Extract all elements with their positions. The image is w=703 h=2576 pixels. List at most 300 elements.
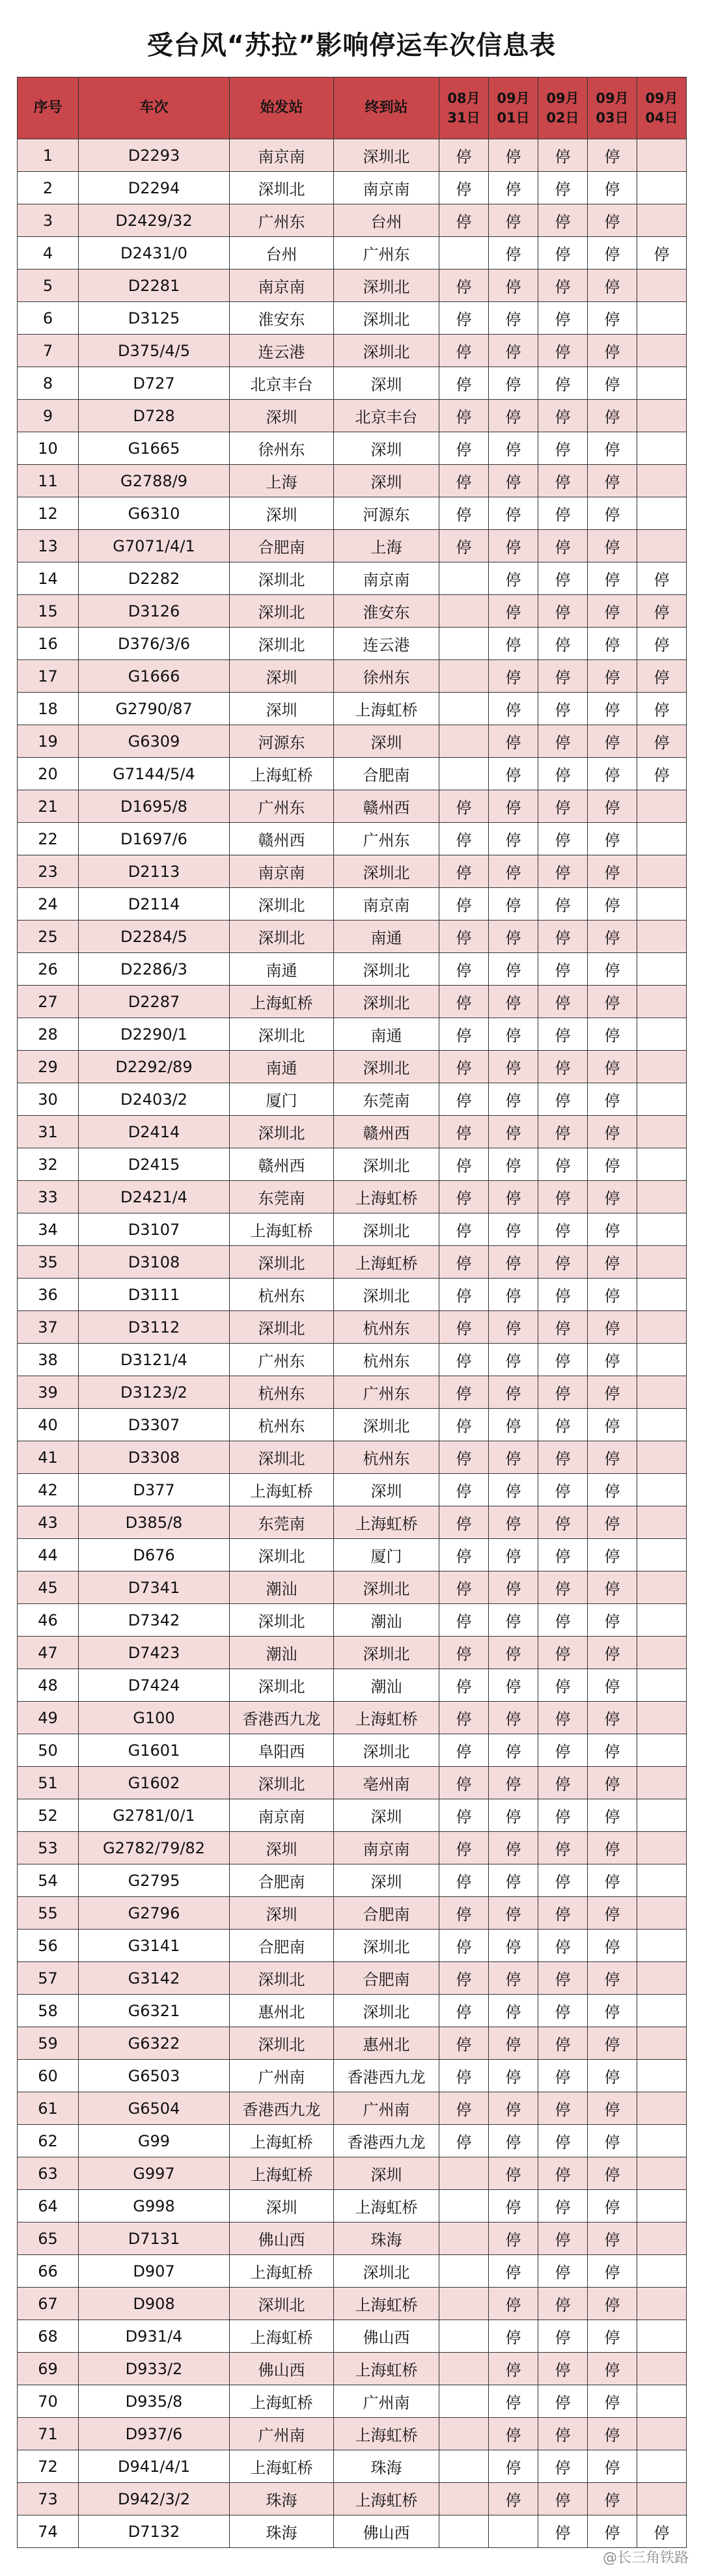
cell-day-1: 停 [489, 530, 538, 562]
cell-day-0 [439, 2450, 489, 2483]
cell-day-1: 停 [489, 2092, 538, 2125]
cell-day-0 [439, 2353, 489, 2385]
cell-day-3: 停 [588, 725, 637, 758]
cell-day-2: 停 [538, 693, 588, 725]
cell-seq: 73 [18, 2483, 79, 2515]
cell-day-0: 停 [439, 1279, 489, 1311]
cell-day-1: 停 [489, 1734, 538, 1767]
cell-from: 上海 [230, 465, 334, 497]
cell-day-1: 停 [489, 2483, 538, 2515]
cell-day-2: 停 [538, 595, 588, 628]
cell-day-3: 停 [588, 497, 637, 530]
cell-day-2: 停 [538, 1702, 588, 1734]
cell-seq: 64 [18, 2190, 79, 2223]
cell-from: 上海虹桥 [230, 2255, 334, 2288]
header-date-4 [637, 77, 687, 139]
cell-day-0: 停 [439, 1213, 489, 1246]
cell-day-0: 停 [439, 888, 489, 921]
table-body [18, 139, 687, 2548]
cell-day-2: 停 [538, 1539, 588, 1572]
cell-day-3: 停 [588, 2450, 637, 2483]
cell-day-4 [637, 2223, 687, 2255]
cell-day-2: 停 [538, 725, 588, 758]
cell-day-4 [637, 1474, 687, 1506]
table-row [18, 628, 687, 660]
cell-seq: 17 [18, 660, 79, 693]
cell-day-0: 停 [439, 1474, 489, 1506]
cell-seq: 66 [18, 2255, 79, 2288]
cell-train: G998 [79, 2190, 230, 2223]
cell-train: D7424 [79, 1669, 230, 1702]
cell-train: G1602 [79, 1767, 230, 1799]
cell-train: D7341 [79, 1572, 230, 1604]
cell-seq: 68 [18, 2320, 79, 2353]
cell-from: 合肥南 [230, 530, 334, 562]
cell-day-4 [637, 1962, 687, 1995]
cell-day-1: 停 [489, 790, 538, 823]
cell-train: G7144/5/4 [79, 758, 230, 790]
cell-day-4 [637, 2157, 687, 2190]
table-row [18, 465, 687, 497]
table-row [18, 2060, 687, 2092]
cell-to: 深圳北 [334, 302, 439, 335]
cell-from: 深圳北 [230, 1246, 334, 1279]
cell-train: D3111 [79, 1279, 230, 1311]
cell-day-3: 停 [588, 1669, 637, 1702]
cell-day-3: 停 [588, 758, 637, 790]
cell-day-1: 停 [489, 1572, 538, 1604]
table-row [18, 790, 687, 823]
cell-day-0: 停 [439, 497, 489, 530]
cell-day-0: 停 [439, 1409, 489, 1441]
cell-seq: 36 [18, 1279, 79, 1311]
cell-day-2: 停 [538, 172, 588, 204]
cell-train: D942/3/2 [79, 2483, 230, 2515]
cell-day-2: 停 [538, 367, 588, 400]
table-row [18, 1213, 687, 1246]
cell-day-1: 停 [489, 2190, 538, 2223]
cell-day-2: 停 [538, 1051, 588, 1083]
cell-seq: 2 [18, 172, 79, 204]
cell-day-4 [637, 1572, 687, 1604]
cell-seq: 40 [18, 1409, 79, 1441]
cell-seq: 54 [18, 1864, 79, 1897]
cell-day-0: 停 [439, 1311, 489, 1344]
cell-seq: 72 [18, 2450, 79, 2483]
cell-day-4 [637, 2255, 687, 2288]
table-row [18, 1604, 687, 1637]
cell-day-4 [637, 1311, 687, 1344]
cell-seq: 28 [18, 1018, 79, 1051]
cell-day-4 [637, 1213, 687, 1246]
table-row [18, 823, 687, 855]
cell-day-4: 停 [637, 595, 687, 628]
cell-day-0 [439, 2157, 489, 2190]
cell-day-0 [439, 2418, 489, 2450]
cell-seq: 51 [18, 1767, 79, 1799]
cell-to: 潮汕 [334, 1669, 439, 1702]
cell-day-4 [637, 1279, 687, 1311]
cell-day-0 [439, 725, 489, 758]
cell-day-4 [637, 2418, 687, 2450]
cell-train: G3141 [79, 1930, 230, 1962]
cell-seq: 3 [18, 204, 79, 237]
cell-day-0: 停 [439, 1962, 489, 1995]
cell-day-2: 停 [538, 1083, 588, 1116]
cell-day-1: 停 [489, 400, 538, 432]
cell-day-2: 停 [538, 1734, 588, 1767]
cell-from: 深圳 [230, 497, 334, 530]
cell-seq: 45 [18, 1572, 79, 1604]
cell-seq: 6 [18, 302, 79, 335]
cell-day-3: 停 [588, 237, 637, 270]
cell-to: 深圳 [334, 725, 439, 758]
cell-day-1: 停 [489, 2125, 538, 2157]
table-row [18, 1995, 687, 2027]
cell-from: 东莞南 [230, 1181, 334, 1213]
table-row [18, 400, 687, 432]
cell-to: 广州南 [334, 2092, 439, 2125]
header-date-month: 09月 [546, 90, 579, 106]
table-row [18, 530, 687, 562]
cell-day-3: 停 [588, 693, 637, 725]
cell-to: 南京南 [334, 172, 439, 204]
cell-from: 潮汕 [230, 1637, 334, 1669]
page-title: 受台风“苏拉”影响停运车次信息表 [146, 31, 557, 61]
cell-train: D2114 [79, 888, 230, 921]
cell-to: 赣州西 [334, 790, 439, 823]
table-row [18, 2353, 687, 2385]
cell-day-1: 停 [489, 2320, 538, 2353]
cell-day-1: 停 [489, 1474, 538, 1506]
cell-day-1: 停 [489, 888, 538, 921]
cell-seq: 13 [18, 530, 79, 562]
cell-day-2: 停 [538, 2027, 588, 2060]
cell-day-4 [637, 2385, 687, 2418]
table-header-row [18, 77, 687, 139]
cell-day-4 [637, 1409, 687, 1441]
cell-train: D2294 [79, 172, 230, 204]
cell-seq: 1 [18, 139, 79, 172]
cell-day-3: 停 [588, 1083, 637, 1116]
cell-day-2: 停 [538, 2223, 588, 2255]
cell-day-3: 停 [588, 595, 637, 628]
cell-seq: 7 [18, 335, 79, 367]
cell-day-3: 停 [588, 2157, 637, 2190]
cell-day-0: 停 [439, 1181, 489, 1213]
cell-day-1: 停 [489, 758, 538, 790]
cell-day-2: 停 [538, 1344, 588, 1376]
cell-from: 南京南 [230, 1799, 334, 1832]
cell-from: 连云港 [230, 335, 334, 367]
table-row [18, 2027, 687, 2060]
cell-day-0: 停 [439, 302, 489, 335]
cell-day-4 [637, 204, 687, 237]
table-row [18, 888, 687, 921]
cell-day-2: 停 [538, 921, 588, 953]
cell-to: 深圳北 [334, 953, 439, 986]
cell-to: 珠海 [334, 2450, 439, 2483]
cell-day-0 [439, 595, 489, 628]
table-row [18, 725, 687, 758]
cell-from: 深圳北 [230, 1018, 334, 1051]
cell-train: D3125 [79, 302, 230, 335]
cell-from: 深圳北 [230, 562, 334, 595]
cell-day-0: 停 [439, 1669, 489, 1702]
cell-to: 河源东 [334, 497, 439, 530]
cell-day-1: 停 [489, 465, 538, 497]
table-row [18, 1376, 687, 1409]
cell-day-1: 停 [489, 172, 538, 204]
cell-train: D2429/32 [79, 204, 230, 237]
cell-day-2: 停 [538, 1962, 588, 1995]
cell-day-2: 停 [538, 1604, 588, 1637]
cell-seq: 20 [18, 758, 79, 790]
cell-seq: 49 [18, 1702, 79, 1734]
cell-day-4 [637, 1637, 687, 1669]
table-row [18, 1051, 687, 1083]
cell-from: 广州东 [230, 1344, 334, 1376]
cell-train: D907 [79, 2255, 230, 2288]
cell-from: 珠海 [230, 2483, 334, 2515]
table-row [18, 562, 687, 595]
cell-seq: 43 [18, 1506, 79, 1539]
cell-seq: 60 [18, 2060, 79, 2092]
cell-day-0 [439, 2515, 489, 2548]
cell-day-3: 停 [588, 2418, 637, 2450]
cell-day-0 [439, 660, 489, 693]
cell-train: D377 [79, 1474, 230, 1506]
cell-seq: 65 [18, 2223, 79, 2255]
cell-train: G3142 [79, 1962, 230, 1995]
cell-day-3: 停 [588, 2320, 637, 2353]
cell-to: 深圳北 [334, 855, 439, 888]
cell-day-4 [637, 888, 687, 921]
cell-day-0 [439, 562, 489, 595]
cell-seq: 55 [18, 1897, 79, 1930]
cell-day-4 [637, 400, 687, 432]
table-row [18, 1181, 687, 1213]
cell-day-2: 停 [538, 204, 588, 237]
table-row [18, 1832, 687, 1864]
cell-day-4 [637, 139, 687, 172]
cell-day-1: 停 [489, 1051, 538, 1083]
cell-day-2: 停 [538, 465, 588, 497]
cell-to: 杭州东 [334, 1344, 439, 1376]
table-row [18, 2418, 687, 2450]
cell-to: 南京南 [334, 1832, 439, 1864]
cell-day-4 [637, 1181, 687, 1213]
cell-day-2: 停 [538, 1995, 588, 2027]
cell-day-1: 停 [489, 921, 538, 953]
cell-day-0: 停 [439, 270, 489, 302]
cell-to: 广州东 [334, 237, 439, 270]
cell-day-3: 停 [588, 1279, 637, 1311]
table-row [18, 1506, 687, 1539]
cell-day-0: 停 [439, 1441, 489, 1474]
table-row [18, 2223, 687, 2255]
cell-day-3: 停 [588, 2385, 637, 2418]
cell-day-3: 停 [588, 1311, 637, 1344]
cell-day-1: 停 [489, 1148, 538, 1181]
cell-day-0: 停 [439, 1930, 489, 1962]
table-row [18, 2125, 687, 2157]
table-row [18, 693, 687, 725]
cell-seq: 32 [18, 1148, 79, 1181]
header-date-month: 09月 [645, 90, 678, 106]
cell-from: 深圳北 [230, 888, 334, 921]
cell-train: D2414 [79, 1116, 230, 1148]
cell-train: G7071/4/1 [79, 530, 230, 562]
cell-day-1: 停 [489, 270, 538, 302]
header-from: 始发站 [230, 77, 334, 139]
cell-day-4 [637, 1799, 687, 1832]
cell-day-1: 停 [489, 432, 538, 465]
table-row [18, 1799, 687, 1832]
cell-day-3: 停 [588, 628, 637, 660]
cell-day-0 [439, 2223, 489, 2255]
cell-seq: 57 [18, 1962, 79, 1995]
cell-day-3: 停 [588, 139, 637, 172]
cell-seq: 46 [18, 1604, 79, 1637]
cell-seq: 47 [18, 1637, 79, 1669]
cell-day-0 [439, 628, 489, 660]
cell-day-3: 停 [588, 1832, 637, 1864]
cell-to: 珠海 [334, 2223, 439, 2255]
table-row [18, 2483, 687, 2515]
cell-day-4 [637, 2353, 687, 2385]
cell-to: 上海虹桥 [334, 693, 439, 725]
table-row [18, 1409, 687, 1441]
cell-day-1: 停 [489, 595, 538, 628]
header-date-1 [489, 77, 538, 139]
cell-to: 上海虹桥 [334, 1702, 439, 1734]
cell-day-3: 停 [588, 888, 637, 921]
cell-day-4 [637, 1116, 687, 1148]
cell-to: 深圳北 [334, 1051, 439, 1083]
cell-train: D727 [79, 367, 230, 400]
cell-to: 深圳北 [334, 270, 439, 302]
cell-seq: 71 [18, 2418, 79, 2450]
cell-day-0: 停 [439, 2092, 489, 2125]
cell-to: 深圳 [334, 432, 439, 465]
cell-from: 佛山西 [230, 2353, 334, 2385]
cell-day-2: 停 [538, 270, 588, 302]
table-row [18, 1474, 687, 1506]
cell-day-3: 停 [588, 823, 637, 855]
cell-day-3: 停 [588, 302, 637, 335]
cell-to: 深圳北 [334, 2255, 439, 2288]
cell-day-2: 停 [538, 1930, 588, 1962]
cell-from: 南通 [230, 1051, 334, 1083]
cell-from: 上海虹桥 [230, 2157, 334, 2190]
cell-train: D676 [79, 1539, 230, 1572]
cell-train: G1666 [79, 660, 230, 693]
cell-seq: 15 [18, 595, 79, 628]
cell-seq: 42 [18, 1474, 79, 1506]
cell-day-2: 停 [538, 1409, 588, 1441]
cell-day-3: 停 [588, 1506, 637, 1539]
cell-train: G99 [79, 2125, 230, 2157]
cell-day-1: 停 [489, 302, 538, 335]
cell-to: 上海虹桥 [334, 2353, 439, 2385]
cell-day-4 [637, 1995, 687, 2027]
cell-day-2: 停 [538, 2157, 588, 2190]
cell-day-0: 停 [439, 1246, 489, 1279]
cell-day-2: 停 [538, 1181, 588, 1213]
cell-day-2: 停 [538, 139, 588, 172]
table-row [18, 921, 687, 953]
cell-train: D3308 [79, 1441, 230, 1474]
cell-to: 广州南 [334, 2385, 439, 2418]
cell-train: D2281 [79, 270, 230, 302]
cell-seq: 70 [18, 2385, 79, 2418]
cell-to: 南通 [334, 1018, 439, 1051]
cell-day-1: 停 [489, 1116, 538, 1148]
cell-seq: 4 [18, 237, 79, 270]
cell-day-3: 停 [588, 1799, 637, 1832]
cell-day-1: 停 [489, 1604, 538, 1637]
cell-day-4 [637, 855, 687, 888]
cell-from: 深圳 [230, 693, 334, 725]
cell-train: D7423 [79, 1637, 230, 1669]
cell-day-1: 停 [489, 1767, 538, 1799]
cell-day-4 [637, 270, 687, 302]
cell-day-3: 停 [588, 335, 637, 367]
cell-day-3: 停 [588, 1409, 637, 1441]
cell-train: D376/3/6 [79, 628, 230, 660]
cell-day-2: 停 [538, 1018, 588, 1051]
cell-seq: 35 [18, 1246, 79, 1279]
cell-seq: 10 [18, 432, 79, 465]
table-row [18, 497, 687, 530]
table-row [18, 367, 687, 400]
cell-to: 广州东 [334, 823, 439, 855]
cell-day-3: 停 [588, 400, 637, 432]
cell-from: 南通 [230, 953, 334, 986]
cell-day-2: 停 [538, 2320, 588, 2353]
cell-day-0: 停 [439, 1734, 489, 1767]
cell-day-1: 停 [489, 2450, 538, 2483]
cell-from: 广州南 [230, 2418, 334, 2450]
cell-day-3: 停 [588, 1734, 637, 1767]
cell-train: D3107 [79, 1213, 230, 1246]
cell-day-0: 停 [439, 2125, 489, 2157]
cell-train: D1695/8 [79, 790, 230, 823]
cell-day-1: 停 [489, 1637, 538, 1669]
cell-from: 深圳 [230, 400, 334, 432]
cell-day-4 [637, 1083, 687, 1116]
cell-day-3: 停 [588, 1572, 637, 1604]
cell-day-1: 停 [489, 335, 538, 367]
cell-seq: 24 [18, 888, 79, 921]
cell-day-3: 停 [588, 660, 637, 693]
cell-to: 深圳北 [334, 1409, 439, 1441]
cell-day-4 [637, 1246, 687, 1279]
table-row [18, 1962, 687, 1995]
cell-train: D3108 [79, 1246, 230, 1279]
cell-train: D2431/0 [79, 237, 230, 270]
cell-seq: 11 [18, 465, 79, 497]
cell-day-3: 停 [588, 1864, 637, 1897]
cell-seq: 38 [18, 1344, 79, 1376]
cell-day-3: 停 [588, 530, 637, 562]
cell-day-0: 停 [439, 1344, 489, 1376]
cell-day-4 [637, 1734, 687, 1767]
cell-day-2: 停 [538, 1116, 588, 1148]
table-row [18, 1148, 687, 1181]
cell-day-2: 停 [538, 953, 588, 986]
